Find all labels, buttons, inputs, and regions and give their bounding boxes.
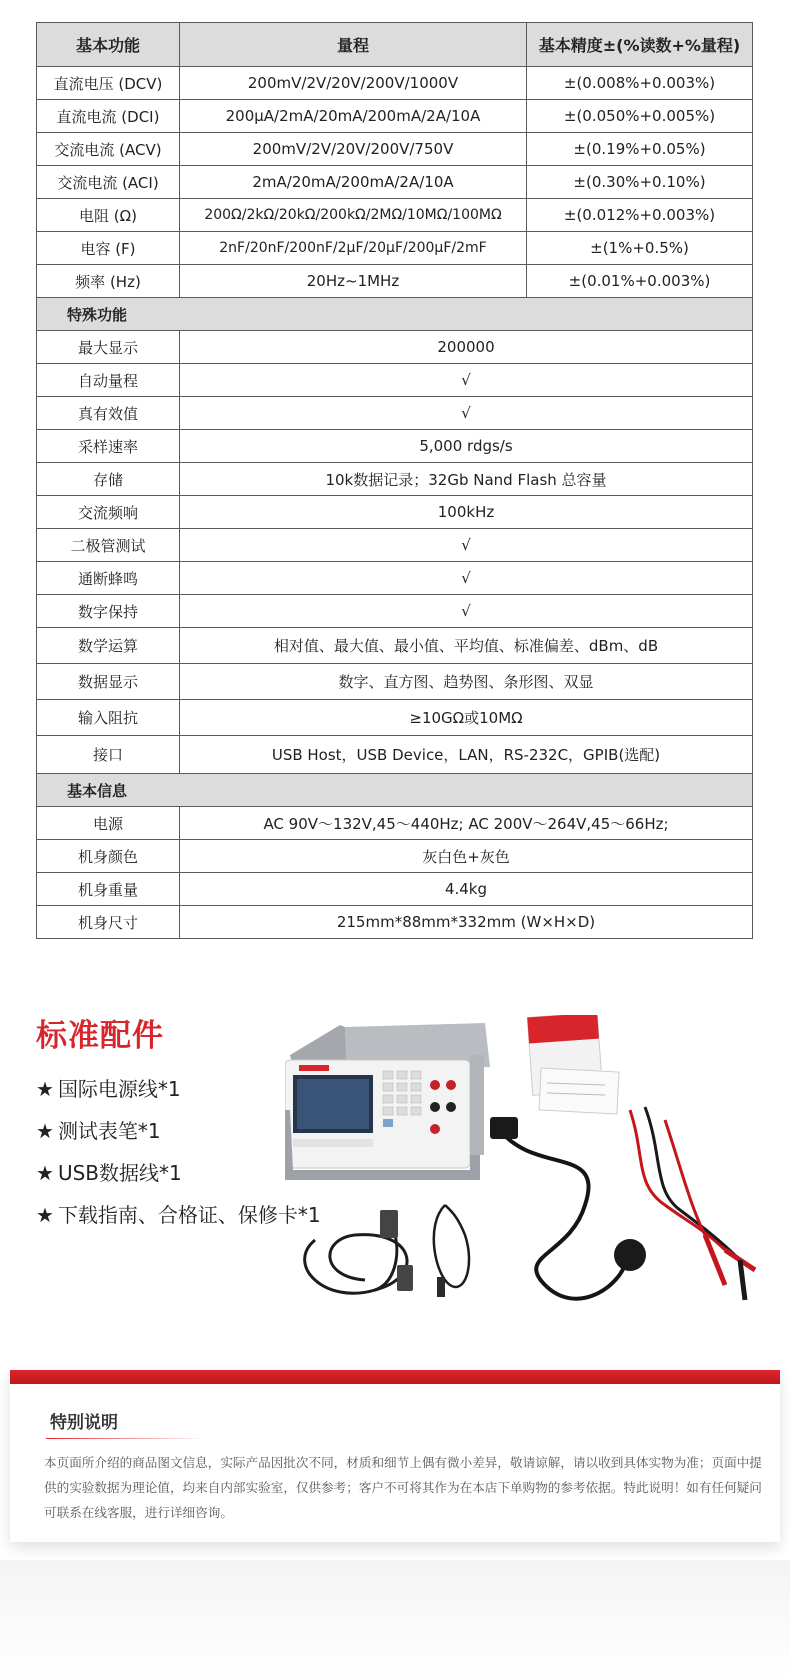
- feature-cell: 采样速率: [37, 430, 180, 463]
- function-cell: 频率 (Hz): [37, 265, 180, 298]
- function-cell: 直流电流 (DCI): [37, 100, 180, 133]
- range-cell: 200mV/2V/20V/200V/1000V: [180, 67, 527, 100]
- table-row: [37, 736, 753, 774]
- section-header-info: [37, 774, 753, 807]
- table-row: [37, 664, 753, 700]
- table-row: [37, 232, 753, 265]
- value-cell: 10k数据记录；32Gb Nand Flash 总容量: [180, 463, 753, 496]
- star-icon: ★: [36, 1161, 54, 1185]
- feature-cell: 输入阻抗: [37, 700, 180, 736]
- table-row: [37, 67, 753, 100]
- item-label: 测试表笔*1: [57, 1119, 161, 1143]
- feature-cell: 通断蜂鸣: [37, 562, 180, 595]
- function-cell: 交流电流 (ACI): [37, 166, 180, 199]
- value-cell: 4.4kg: [180, 873, 753, 906]
- header-cell: 量程: [180, 23, 527, 67]
- product-illustration: [285, 1015, 770, 1315]
- value-cell: 数字、直方图、趋势图、条形图、双显: [180, 664, 753, 700]
- table-row: [37, 873, 753, 906]
- feature-cell: 交流频响: [37, 496, 180, 529]
- table-row: [37, 166, 753, 199]
- value-cell: 200000: [180, 331, 753, 364]
- range-cell: 200mV/2V/20V/200V/750V: [180, 133, 527, 166]
- table-row: [37, 906, 753, 939]
- accuracy-cell: ±(0.012%+0.003%): [527, 199, 753, 232]
- test-leads-image: [630, 1107, 740, 1260]
- value-cell: 5,000 rdgs/s: [180, 430, 753, 463]
- function-cell: 交流电流 (ACV): [37, 133, 180, 166]
- feature-cell: 最大显示: [37, 331, 180, 364]
- feature-cell: 数据显示: [37, 664, 180, 700]
- notice-card: [10, 1370, 780, 1542]
- table-row: [37, 397, 753, 430]
- header-cell: 基本功能: [37, 23, 180, 67]
- info-cell: 机身重量: [37, 873, 180, 906]
- feature-cell: 二极管测试: [37, 529, 180, 562]
- feature-cell: 真有效值: [37, 397, 180, 430]
- table-row: [37, 529, 753, 562]
- brand-logo: [299, 1065, 329, 1071]
- table-row: [37, 199, 753, 232]
- table-header-row: [37, 23, 753, 67]
- notice-text: 本页面所介绍的商品图文信息，实际产品因批次不同，材质和细节上偶有微小差异，敬请谅解，请以收到具体实物为准；页面中提供的实验数据为理论值，均来自内部实验室，仅供参考；客户不可将其作为在本店下单购物的参考依据。特此说明！如有任何疑问可联系在线客服，进行详细咨询。: [44, 1455, 762, 1520]
- section-header-special: [37, 298, 753, 331]
- multimeter-image: [285, 1023, 490, 1180]
- table-row: [37, 496, 753, 529]
- notice-title: 特别说明: [50, 1413, 118, 1433]
- feature-cell: 存储: [37, 463, 180, 496]
- header-cell: 基本精度±(%读数+%量程): [527, 23, 753, 67]
- table-row: [37, 133, 753, 166]
- list-item: [36, 1157, 321, 1199]
- value-cell: 100kHz: [180, 496, 753, 529]
- info-cell: 机身颜色: [37, 840, 180, 873]
- spec-table: [36, 22, 753, 939]
- function-cell: 直流电压 (DCV): [37, 67, 180, 100]
- table-row: [37, 840, 753, 873]
- value-cell: √: [180, 364, 753, 397]
- function-cell: 电容 (F): [37, 232, 180, 265]
- accuracy-cell: ±(0.008%+0.003%): [527, 67, 753, 100]
- accuracy-cell: ±(0.19%+0.05%): [527, 133, 753, 166]
- range-cell: 200μA/2mA/20mA/200mA/2A/10A: [180, 100, 527, 133]
- table-row: [37, 700, 753, 736]
- accuracy-cell: ±(0.30%+0.10%): [527, 166, 753, 199]
- power-cord-image: [500, 1130, 625, 1299]
- section-title: 基本信息: [37, 774, 753, 807]
- value-cell: √: [180, 397, 753, 430]
- value-cell: √: [180, 595, 753, 628]
- usb-cable-image: [434, 1205, 469, 1287]
- feature-cell: 数字保持: [37, 595, 180, 628]
- star-icon: ★: [36, 1203, 54, 1227]
- accessories-list: [36, 1073, 321, 1241]
- table-row: [37, 430, 753, 463]
- value-cell: 相对值、最大值、最小值、平均值、标准偏差、dBm、dB: [180, 628, 753, 664]
- list-item: [36, 1199, 321, 1241]
- table-row: [37, 463, 753, 496]
- star-icon: ★: [36, 1077, 54, 1101]
- item-label: 国际电源线*1: [57, 1077, 181, 1101]
- table-row: [37, 628, 753, 664]
- range-cell: 20Hz~1MHz: [180, 265, 527, 298]
- accuracy-cell: ±(0.050%+0.005%): [527, 100, 753, 133]
- notice-underline: [46, 1438, 206, 1439]
- document-image: [527, 1015, 619, 1114]
- item-label: 下载指南、合格证、保修卡*1: [57, 1203, 321, 1227]
- value-cell: √: [180, 562, 753, 595]
- list-item: [36, 1115, 321, 1157]
- section-title: 特殊功能: [37, 298, 753, 331]
- item-label: USB数据线*1: [57, 1161, 182, 1185]
- list-item: [36, 1073, 321, 1115]
- table-row: [37, 331, 753, 364]
- feature-cell: 数学运算: [37, 628, 180, 664]
- value-cell: USB Host，USB Device，LAN，RS-232C，GPIB(选配): [180, 736, 753, 774]
- feature-cell: 自动量程: [37, 364, 180, 397]
- table-row: [37, 364, 753, 397]
- info-cell: 电源: [37, 807, 180, 840]
- value-cell: ≥10GΩ或10MΩ: [180, 700, 753, 736]
- range-cell: 200Ω/2kΩ/20kΩ/200kΩ/2MΩ/10MΩ/100MΩ: [180, 199, 527, 232]
- feature-cell: 接口: [37, 736, 180, 774]
- function-cell: 电阻 (Ω): [37, 199, 180, 232]
- accuracy-cell: ±(0.01%+0.003%): [527, 265, 753, 298]
- accessories-title: 标准配件: [36, 1018, 164, 1054]
- value-cell: 215mm*88mm*332mm (W×H×D): [180, 906, 753, 939]
- table-row: [37, 265, 753, 298]
- info-cell: 机身尺寸: [37, 906, 180, 939]
- value-cell: AC 90V～132V,45～440Hz; AC 200V～264V,45～66Hz;: [180, 807, 753, 840]
- value-cell: 灰白色+灰色: [180, 840, 753, 873]
- table-row: [37, 100, 753, 133]
- star-icon: ★: [36, 1119, 54, 1143]
- table-row: [37, 562, 753, 595]
- serial-cable-image: [305, 1235, 407, 1294]
- value-cell: √: [180, 529, 753, 562]
- accuracy-cell: ±(1%+0.5%): [527, 232, 753, 265]
- range-cell: 2mA/20mA/200mA/2A/10A: [180, 166, 527, 199]
- table-row: [37, 807, 753, 840]
- table-row: [37, 595, 753, 628]
- bottom-background: [0, 1560, 790, 1679]
- range-cell: 2nF/20nF/200nF/2μF/20μF/200μF/2mF: [180, 232, 527, 265]
- notice-red-band: [10, 1370, 780, 1384]
